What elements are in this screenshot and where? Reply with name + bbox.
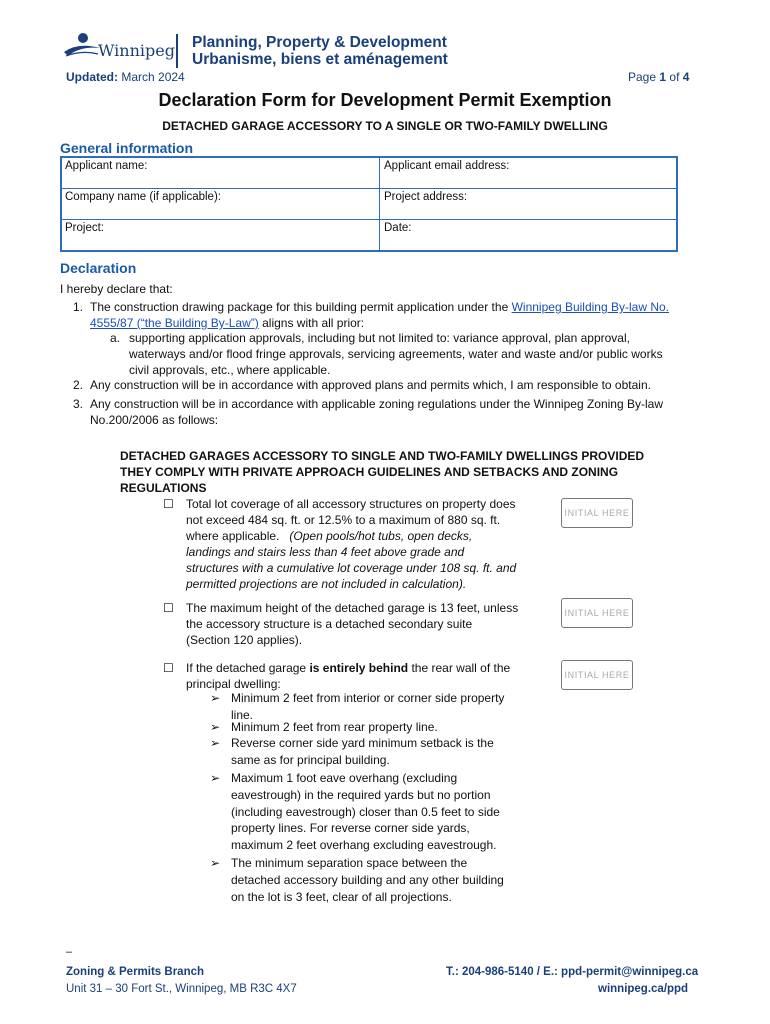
page-title: Declaration Form for Development Permit Exemption bbox=[158, 90, 612, 110]
applicant-email-field[interactable]: Applicant email address: bbox=[384, 160, 510, 172]
bullet-reverse-corner: Reverse corner side yard minimum setback is the same as for principal building. bbox=[231, 736, 494, 767]
item-3-text: Any construction will be in accordance with applicable zoning regulations under the Winnipeg Zoning By-law No.200/2006 as follows: bbox=[90, 397, 663, 427]
bullet-eave-overhang: Maximum 1 foot eave overhang (excluding eavestrough) in the required yards but no portion (including eavestrough) closer than 0.5 feet to side property lines. For reverse corner side yards, maximum 2 feet overhang excluding eavestrough. bbox=[231, 771, 500, 853]
initial-here-box-3[interactable]: INITIAL HERE bbox=[561, 660, 633, 690]
bullet-separation-space: The minimum separation space between the detached accessory building and any other building on the lot is 3 feet, clear of all projections. bbox=[231, 856, 504, 904]
page-number: Page 1 of 4 bbox=[628, 70, 690, 84]
bullet-arrow-icon: ➢ bbox=[210, 736, 221, 750]
department-name-fr: Urbanisme, biens et aménagement bbox=[192, 51, 448, 68]
bullet-arrow-icon: ➢ bbox=[210, 856, 221, 870]
item-2-number: 2. bbox=[73, 378, 84, 392]
page-subtitle: DETACHED GARAGE ACCESSORY TO A SINGLE OR TWO-FAMILY DWELLING bbox=[162, 119, 608, 133]
header-divider bbox=[176, 34, 178, 68]
footer-contact[interactable]: T.: 204-986-5140 / E.: ppd-permit@winnipeg.ca bbox=[446, 966, 699, 978]
coverage-condition-text: Total lot coverage of all accessory structures on property does not exceed 484 sq. ft. or 12.5% to a maximum of 880 sq. ft. where applicable. (Open pools/hot tubs, open decks, landings and stairs less than 4 feet above grade and structures with a cumulative lot coverage under 108 sq. ft. and permitted projections are not included in calculation). bbox=[186, 497, 517, 591]
behind-rear-wall-checkbox[interactable]: ☐ bbox=[163, 661, 174, 675]
footer-website[interactable]: winnipeg.ca/ppd bbox=[598, 983, 689, 995]
height-condition-text: The maximum height of the detached garage is 13 feet, unless the accessory structure is a detached secondary suite (Section 120 applies). bbox=[186, 601, 519, 647]
item-1-number: 1. bbox=[73, 300, 84, 314]
department-name-en: Planning, Property & Development bbox=[192, 34, 447, 51]
footer-address: Unit 31 – 30 Fort St., Winnipeg, MB R3C 4X7 bbox=[66, 983, 297, 995]
height-checkbox[interactable]: ☐ bbox=[163, 601, 174, 615]
city-name: Winnipeg bbox=[98, 41, 175, 60]
bullet-arrow-icon: ➢ bbox=[210, 691, 221, 705]
footer-branch: Zoning & Permits Branch bbox=[66, 966, 205, 978]
bullet-side-setback: Minimum 2 feet from interior or corner side property line. bbox=[231, 691, 505, 722]
bullet-arrow-icon: ➢ bbox=[210, 771, 221, 785]
behind-rear-wall-text: If the detached garage is entirely behind the rear wall of the principal dwelling: bbox=[186, 661, 511, 691]
initial-here-box-1[interactable]: INITIAL HERE bbox=[561, 498, 633, 528]
project-field[interactable]: Project: bbox=[65, 222, 104, 234]
project-address-field[interactable]: Project address: bbox=[384, 191, 468, 203]
general-info-table bbox=[60, 156, 678, 252]
footer-dash: – bbox=[66, 946, 73, 958]
bullet-rear-setback: Minimum 2 feet from rear property line. bbox=[231, 720, 438, 734]
date-field[interactable]: Date: bbox=[384, 222, 412, 234]
item-1a-text: supporting application approvals, including but not limited to: variance approval, plan approval, waterways and/or flood fringe approvals, servicing agreements, water and waste and/or public works civil approvals, etc., where applicable. bbox=[129, 331, 663, 377]
building-bylaw-link[interactable]: Winnipeg Building By-law No. bbox=[511, 300, 669, 314]
declaration-heading: Declaration bbox=[60, 260, 137, 276]
item-3-number: 3. bbox=[73, 397, 84, 411]
applicant-name-field[interactable]: Applicant name: bbox=[65, 160, 148, 172]
company-name-field[interactable]: Company name (if applicable): bbox=[65, 191, 221, 203]
bullet-arrow-icon: ➢ bbox=[210, 720, 221, 734]
item-1a-letter: a. bbox=[110, 331, 121, 345]
city-logo-icon bbox=[62, 30, 102, 62]
coverage-checkbox[interactable]: ☐ bbox=[163, 497, 174, 511]
declaration-intro: I hereby declare that: bbox=[60, 282, 173, 296]
initial-here-box-2[interactable]: INITIAL HERE bbox=[561, 598, 633, 628]
general-info-heading: General information bbox=[60, 140, 194, 156]
item-1-text: The construction drawing package for this building permit application under the Winnipeg Building By-law No. 4555/87 (“the Building By-Law”) aligns with all prior: bbox=[90, 300, 669, 330]
building-bylaw-link-cont[interactable]: 4555/87 (“the Building By-Law”) bbox=[90, 316, 259, 330]
updated-date: Updated: March 2024 bbox=[66, 70, 185, 84]
item-2-text: Any construction will be in accordance with approved plans and permits which, I am responsible to obtain. bbox=[90, 378, 651, 392]
regulations-heading: DETACHED GARAGES ACCESSORY TO SINGLE AND TWO-FAMILY DWELLINGS PROVIDED THEY COMPLY WITH PRIVATE APPROACH GUIDELINES AND SETBACKS AND ZONING REGULATIONS bbox=[120, 449, 645, 495]
